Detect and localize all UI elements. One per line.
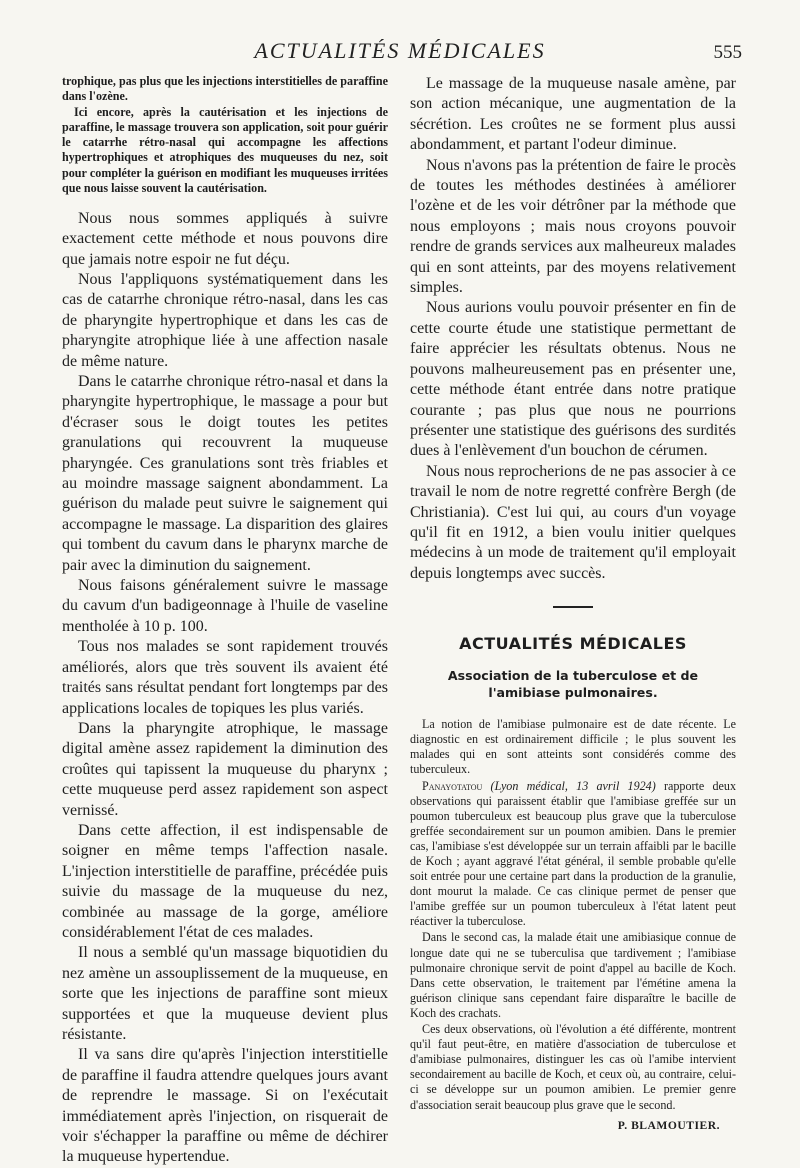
body-paragraph: Dans le catarrhe chronique rétro-nasal et dans la pharyngite hypertrophique, le massage a pour but d'écraser sous le doigt toutes les petites granulations qui recouvrent la muqueuse pharyngée. Ces granulations sont très friables et au moindre massage saignent abondamment. La guérison du malade peut suivre le saignement qui accompagne le massage. La disparition des glaires qui tombent du cavum dans le pharynx marche de pair avec la diminution du saignement.: [62, 373, 388, 574]
section-divider: [553, 606, 593, 608]
running-title: ACTUALITÉS MÉDICALES: [254, 38, 546, 63]
body-paragraph: Nous nous sommes appliqués à suivre exactement cette méthode et nous pouvons dire que jamais notre espoir ne fut déçu.: [62, 209, 388, 268]
right-column: [410, 74, 736, 1132]
small-paragraph: Ici encore, après la cautérisation et les injections de paraffine, le massage trouvera son application, soit pour guérir le catarrhe rétro-nasal qui accompagne les affections hypertrophiques et atrophiques des muqueuses du nez, soit pour compléter la guérison en modifiant les muqueuses irritées que nous laisse souvent la cautérisation.: [62, 105, 388, 195]
body-paragraph: Tous nos malades se sont rapidement trouvés améliorés, alors que très souvent ils avaient été traités sans résultat pendant fort longtemps par des applications locales de topiques les plus variés.: [62, 638, 388, 717]
article-second-case: Dans le second cas, la malade était une amibiasique connue de longue date qui ne se tuberculisa que tardivement ; l'amibiase pulmonaire chronique servit de point d'appel au bacille de Koch. Dans cette observation, le traitement par l'émétine amena la guérison clinique sans cependant faire disparaître le bacille de Koch des crachats.: [410, 930, 736, 1020]
article-title: Association de la tuberculose et de l'amibiase pulmonaires.: [447, 668, 699, 701]
left-column: [62, 74, 388, 1168]
page-number: 555: [713, 42, 742, 63]
article-intro: La notion de l'amibiase pulmonaire est de date récente. Le diagnostic en est ordinairement difficile ; le plus souvent les malades qui en sont atteints sont considérés comme des tuberculeux.: [410, 717, 736, 777]
body-paragraph: Nous nous reprocherions de ne pas associer à ce travail le nom de notre regretté confrère Bergh (de Christiania). C'est lui qui, au cours d'un voyage qu'il fit en 1912, a bien voulu initier quelques médecins à un mode de traitement qu'il employait depuis longtemps avec succès.: [410, 462, 736, 582]
author-signature: P. BLAMOUTIER.: [617, 1118, 720, 1132]
body-paragraph: Dans cette affection, il est indispensable de soigner en même temps l'affection nasale. L'injection interstitielle de paraffine, précédée puis suivie du massage de la muqueuse du nez, combinée au massage de la gorge, améliore considérablement l'état de ces malades.: [62, 821, 388, 941]
section-heading: ACTUALITÉS MÉDICALES: [459, 634, 687, 654]
body-paragraph: Dans la pharyngite atrophique, le massage digital amène assez rapidement la diminution des croûtes qui tapissent la muqueuse du pharynx ; cette muqueuse perd assez rapidement son aspect vernissé.: [62, 719, 388, 819]
article-report: [410, 779, 736, 930]
body-paragraph: Nous faisons généralement suivre le massage du cavum d'un badigeonnage à l'huile de vaseline mentholée à 10 p. 100.: [62, 577, 388, 635]
report-text: rapporte deux observations qui paraissent établir que l'amibiase greffée sur un poumon tuberculeux est beaucoup plus grave que la tuberculose greffée secondairement sur un poumon amibien. Dans le premier cas, l'amibiase s'est développée sur un terrain affaibli par le bacille de Koch ; ayant aggravé l'état général, il semble probable qu'elle soit entrée pour une certaine part dans la production de la granulie, dont mourut la malade. Ce cas clinique permet de penser que l'amibe greffée sur un poumon tuberculeux à l'état latent peut réactiver la tuberculose.: [410, 778, 737, 929]
citation: (Lyon médical, 13 avril 1924): [490, 778, 656, 793]
body-paragraph: Nous aurions voulu pouvoir présenter en fin de cette courte étude une statistique permettant de faire apprécier les résultats obtenus. Nous ne pouvons malheureusement pas en présenter une, cette méthode étant entrée dans notre pratique courante ; pas plus que nous ne pourrions présenter une statistique des guérisons des surdités dues à l'enlèvement d'un bouchon de cérumen.: [410, 299, 736, 460]
body-paragraph: Il va sans dire qu'après l'injection interstitielle de paraffine il faudra attendre quelques jours avant de reprendre le massage. Si on l'exécutait immédiatement après l'injection, on risquerait de voir s'échapper la paraffine ou même de déchirer la muqueuse hypertendue.: [62, 1046, 388, 1166]
body-paragraph: Le massage de la muqueuse nasale amène, par son action mécanique, une augmentation de la sécrétion. Les croûtes ne se forment plus aussi abondamment, et partant l'odeur diminue.: [410, 75, 736, 154]
article-conclusion: Ces deux observations, où l'évolution a été différente, montrent qu'il faut peut-être, en matière d'association de tuberculose et d'amibiase pulmonaires, distinguer les cas où l'amibe intervient secondairement au bacille de Koch, et ceux où, au contraire, celui-ci se développe sur un poumon amibien. Le premier genre d'association serait beaucoup plus grave que le second.: [410, 1022, 736, 1112]
body-paragraph: Il nous a semblé qu'un massage biquotidien du nez amène un assouplissement de la muqueuse, en sorte que les injections de paraffine sont mieux supportées et que la muqueuse devient plus résistante.: [62, 944, 388, 1043]
body-paragraph: Nous n'avons pas la prétention de faire le procès de toutes les méthodes destinées à améliorer l'ozène et de les voir détrôner par la méthode que nous employons ; mais nous croyons pouvoir rendre de grands services aux malheureux malades qui en sont atteints, par des moyens relativement simples.: [410, 156, 736, 297]
body-paragraph: Nous l'appliquons systématiquement dans les cas de catarrhe chronique rétro-nasal, dans les cas de pharyngite hypertrophique et dans les cas de pharyngite atrophique liée à une affection nasale de même nature.: [62, 270, 388, 370]
small-paragraph: trophique, pas plus que les injections interstitielles de paraffine dans l'ozène.: [62, 74, 388, 104]
cited-author: Panayotatou: [422, 778, 483, 793]
